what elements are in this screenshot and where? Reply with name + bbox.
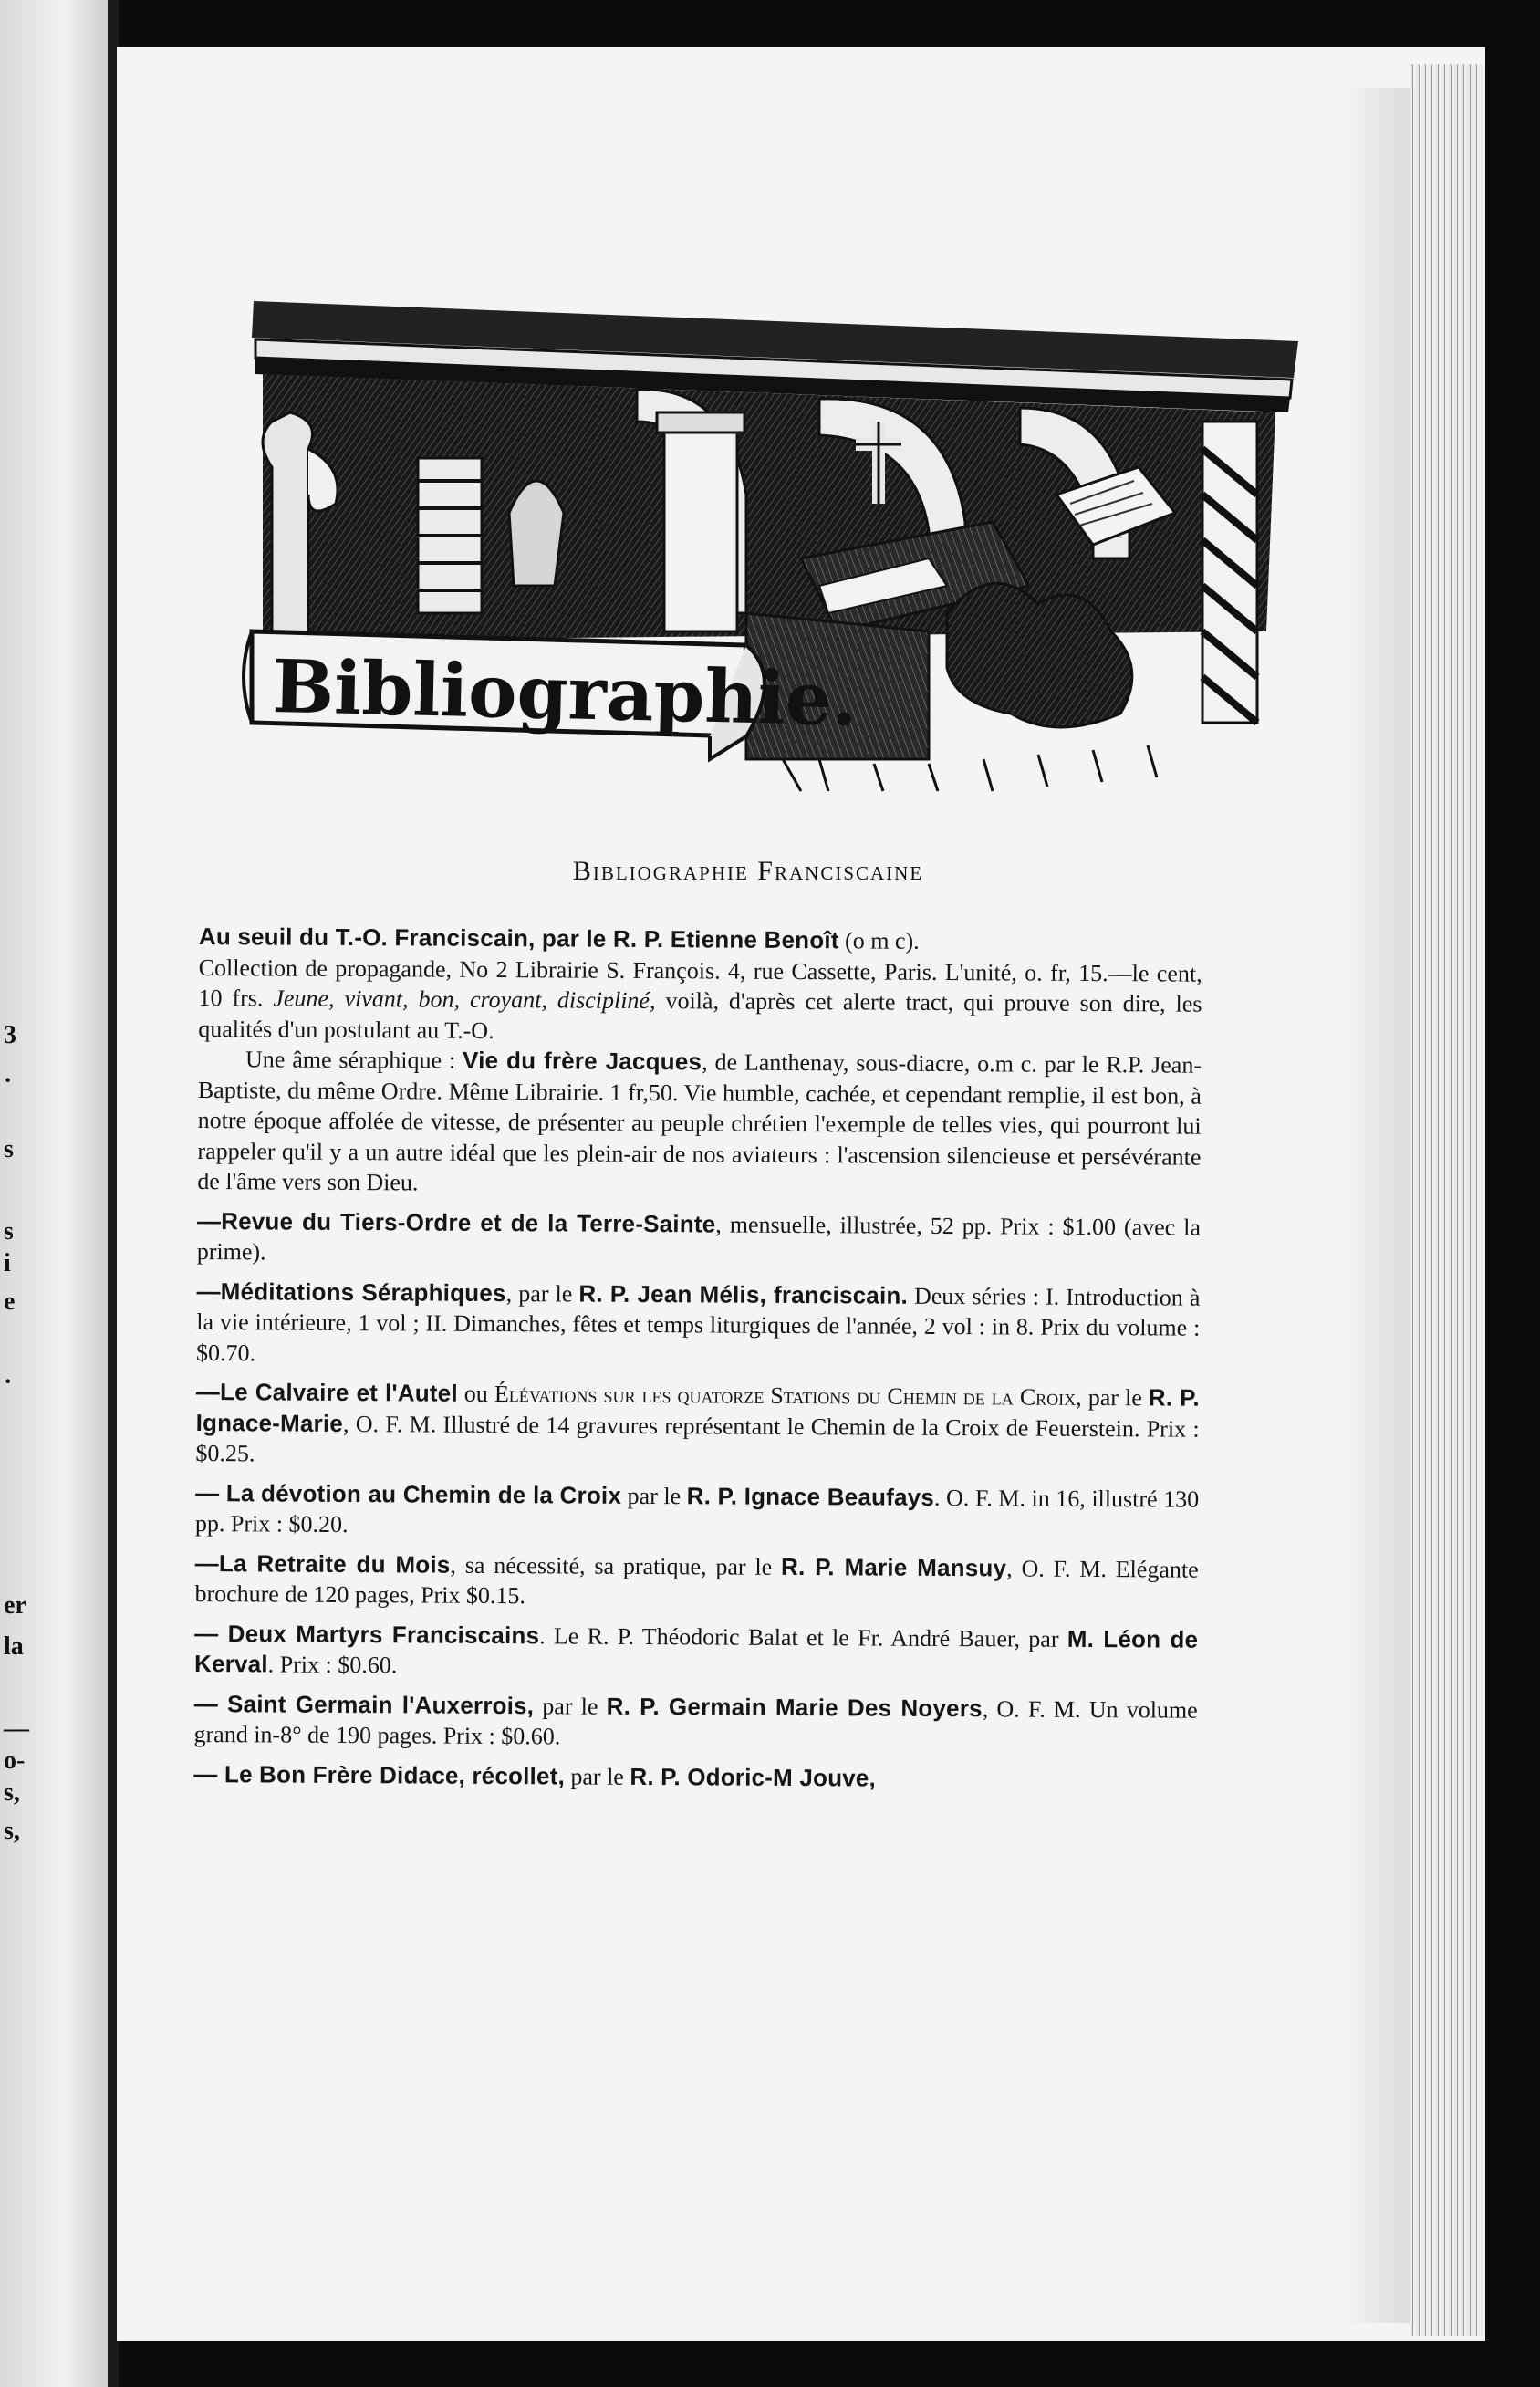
entry-text: . Le R. P. Théodoric Balat et le Fr. André Bauer, par <box>539 1621 1067 1652</box>
bibliography-entry <box>196 1276 1201 1373</box>
entry-title-text: R. P. Marie Mansuy <box>780 1552 1007 1581</box>
entry-text: par le <box>620 1482 687 1509</box>
entry-text: Jeune, vivant, bon, croyant, discipliné, <box>273 985 656 1015</box>
entry-title-text: — Saint Germain l'Auxerrois, <box>193 1689 535 1719</box>
facing-page-fragment: e <box>4 1287 16 1316</box>
entry-title-text: R. P. Ignace-Marie <box>195 1383 1200 1437</box>
facing-page-fragment: s <box>4 1135 14 1163</box>
entry-text: , sa nécessité, sa pratique, par le <box>450 1551 782 1580</box>
entry-text: par le <box>564 1762 630 1790</box>
bibliography-entry <box>195 1477 1199 1545</box>
entry-text: , mensuelle, illustrée, 52 pp. Prix : $1.00 (avec la prime). <box>196 1210 1202 1266</box>
entry-title-text: M. Léon de Kerval <box>193 1624 1199 1678</box>
facing-page-fragment: · <box>4 1067 13 1095</box>
entry-title-text: — Le Bon Frère Didace, récollet, <box>193 1759 566 1789</box>
entry-paragraph <box>196 1276 1201 1373</box>
facing-page-fragment: la <box>4 1632 24 1661</box>
bibliographie-banner <box>235 285 1307 796</box>
entry-title-text: R. P. Odoric-M Jouve, <box>630 1762 877 1792</box>
entry-paragraph <box>193 1758 1197 1795</box>
facing-page-fragment: s, <box>4 1778 20 1807</box>
facing-page-fragment: er <box>4 1591 26 1620</box>
entry-text: , de Lanthenay, sous-diacre, o.m c. par le R.P. Jean-Baptiste, du même Ordre. Même Librairie. 1 fr,50. Vie humble, cachée, et cependant remplie, il est bon, à notre époque affolée de vitesse, de présenter au peuple chrétien l'exemple de telles vies, qui pourront lui rappeler qu'il y a un autre idéal que les plein-air de nos aviateurs : l'ascension silencieuse et persévérante de l'âme vers son Dieu. <box>197 1048 1202 1196</box>
entry-paragraph <box>195 1477 1199 1545</box>
entry-text: Élévations sur les quatorze Stations du Chemin de la Croix <box>494 1380 1077 1411</box>
entry-text: Une âme séraphique : <box>245 1046 463 1074</box>
entry-title-text: Au seuil du T.-O. Franciscain, par le R. P. Etienne Benoît <box>198 922 839 954</box>
bibliography-entry <box>193 1758 1197 1795</box>
entry-text: (o m c). <box>838 927 920 954</box>
page-curve-shadow <box>1341 88 1412 2323</box>
entry-text: ou <box>457 1380 494 1407</box>
entry-title-text: —La Retraite du Mois <box>194 1548 451 1579</box>
facing-page-fragment: s <box>4 1217 14 1246</box>
page-edges <box>1410 64 1483 2336</box>
entry-text: . Prix : $0.60. <box>267 1651 398 1679</box>
entry-title-text: — Deux Martyrs Franciscains <box>194 1619 540 1649</box>
facing-page-fragment: 3 <box>4 1021 16 1049</box>
bibliography-entry <box>197 922 1202 1203</box>
bibliography-entry <box>194 1618 1198 1685</box>
entry-text: , par le <box>505 1279 579 1308</box>
entry-text: , O. F. M. Un volume grand in-8° de 190 pages. Prix : $0.60. <box>193 1694 1198 1750</box>
facing-page <box>0 0 108 2387</box>
entry-title-text: — La dévotion au Chemin de la Croix <box>195 1478 622 1509</box>
entry-title-text: Vie du frère Jacques <box>463 1046 702 1076</box>
facing-page-fragment: o- <box>4 1746 26 1775</box>
bibliography-entry <box>195 1377 1200 1475</box>
facing-page-fragment: s, <box>4 1817 20 1845</box>
entry-paragraph <box>197 1205 1201 1273</box>
entry-text: , O. F. M. Illustré de 14 gravures représentant le Chemin de la Croix de Feuerstein. Prix : $0.25. <box>195 1410 1200 1467</box>
bibliography-entries <box>193 922 1202 1805</box>
entry-title-text: R. P. Jean Mélis, franciscain. <box>578 1279 909 1309</box>
entry-title-text: —Méditations Séraphiques <box>196 1277 506 1307</box>
entry-paragraph <box>194 1548 1198 1615</box>
entry-title-text: —Le Calvaire et l'Autel <box>195 1377 458 1407</box>
entry-text: par le <box>534 1692 607 1720</box>
facing-page-fragment: · <box>4 1368 13 1396</box>
entry-text: , O. F. M. Elégante brochure de 120 pages, Prix $0.15. <box>194 1554 1199 1610</box>
entry-title-text: R. P. Germain Marie Des Noyers <box>606 1692 983 1722</box>
section-title: Bibliographie Franciscaine <box>572 856 924 886</box>
entry-paragraph <box>198 952 1202 1049</box>
banner-engraving <box>235 285 1307 796</box>
entry-paragraph <box>193 1688 1197 1756</box>
entry-title-text: R. P. Ignace Beaufays <box>686 1481 935 1511</box>
entry-text: , par le <box>1076 1383 1149 1412</box>
facing-page-fragment: i <box>4 1249 11 1277</box>
entry-text: Collection de propagande, No 2 Librairie S. François. 4, rue Cassette, Paris. L'unité, o. fr, 15.—le cent, 10 frs. <box>198 954 1202 1012</box>
entry-paragraph <box>195 1377 1200 1475</box>
bibliography-entry <box>194 1548 1198 1615</box>
entry-paragraph <box>194 1618 1198 1685</box>
entry-text: voilà, d'après cet alerte tract, qui prouve son dire, les qualités d'un postulant au T.-O. <box>198 987 1202 1044</box>
entry-paragraph <box>197 1044 1202 1203</box>
bibliography-entry <box>193 1688 1197 1756</box>
banner-title: Bibliographie. <box>271 643 858 743</box>
entry-title-text: —Revue du Tiers-Ordre et de la Terre-Sainte <box>196 1206 716 1237</box>
entry-text: . O. F. M. in 16, illustré 130 pp. Prix : $0.20. <box>194 1484 1200 1538</box>
entry-text: Deux séries : I. Introduction à la vie intérieure, 1 vol ; II. Dimanches, fêtes et temps liturgiques de l'année, 2 vol : in 8. Prix du volume : $0.70. <box>196 1282 1201 1366</box>
facing-page-fragment: — <box>4 1715 29 1743</box>
bibliography-entry <box>197 1205 1201 1273</box>
